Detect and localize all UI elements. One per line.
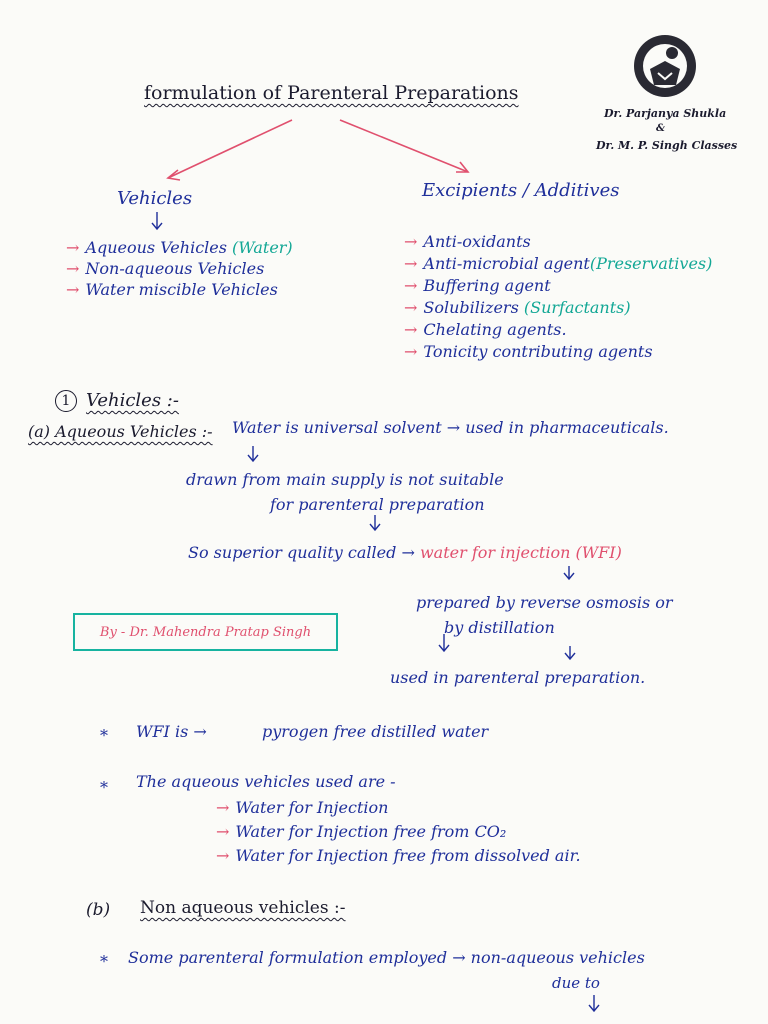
list-item: → Anti-oxidants	[404, 232, 531, 251]
section-number: 1	[55, 390, 77, 412]
branch-excipients: Excipients / Additives	[422, 180, 620, 201]
list-item: → Buffering agent	[404, 276, 551, 295]
list-item: → Water for Injection free from dissolved air.	[216, 846, 581, 865]
bullet-star: *	[100, 952, 108, 971]
list-item: → Water miscible Vehicles	[66, 280, 278, 299]
section-b-heading: Non aqueous vehicles :-	[140, 898, 346, 918]
nonaq-note-text: Some parenteral formulation employed → non-aqueous vehicles	[128, 948, 645, 967]
logo-icon	[632, 33, 698, 99]
brand-line-3: Dr. M. P. Singh Classes	[596, 139, 738, 152]
brand-line-2: &	[656, 123, 666, 134]
section-a-line-6: by distillation	[444, 618, 555, 637]
author-credit: By - Dr. Mahendra Pratap Singh	[99, 624, 312, 640]
author-credit-box	[73, 613, 338, 651]
excipients-list	[404, 234, 712, 360]
section-a-line-3: for parenteral preparation	[270, 495, 485, 514]
section-a-label: (a) Aqueous Vehicles :-	[28, 422, 213, 441]
section-a-line-7: used in parenteral preparation.	[390, 668, 646, 687]
vehicles-list	[66, 240, 293, 298]
list-item: → Water for Injection free from CO₂	[216, 822, 507, 841]
list-item: → Tonicity contributing agents	[404, 342, 653, 361]
list-item: → Anti-microbial agent(Preservatives)	[404, 254, 713, 273]
section-heading-vehicles: Vehicles :-	[86, 390, 179, 411]
wfi-note-label: WFI is →	[136, 722, 207, 741]
section-a-line-5: prepared by reverse osmosis or	[416, 593, 673, 612]
section-a-line-4: So superior quality called → water for injection (WFI)	[188, 543, 622, 562]
section-b-label: (b)	[86, 900, 111, 920]
section-a-line-2: drawn from main supply is not suitable	[186, 470, 504, 489]
list-item: → Water for Injection	[216, 798, 389, 817]
list-item: → Solubilizers (Surfactants)	[404, 298, 631, 317]
page-title: formulation of Parenteral Preparations	[144, 82, 519, 104]
bullet-star: *	[100, 778, 108, 797]
list-item: → Non-aqueous Vehicles	[66, 259, 265, 278]
list-item: → Aqueous Vehicles (Water)	[66, 238, 293, 257]
branch-vehicles: Vehicles	[117, 188, 193, 209]
brand-logo	[632, 33, 698, 99]
list-item: → Chelating agents.	[404, 320, 567, 339]
nonaq-note-due: due to	[552, 974, 600, 992]
bullet-star: *	[100, 726, 108, 745]
brand-line-1: Dr. Parjanya Shukla	[604, 107, 727, 120]
wfi-note-value: pyrogen free distilled water	[262, 722, 489, 741]
aqueous-list	[216, 800, 581, 864]
section-a-line-1: Water is universal solvent → used in pharmaceuticals.	[232, 418, 669, 437]
aqueous-list-intro: The aqueous vehicles used are -	[136, 772, 396, 791]
